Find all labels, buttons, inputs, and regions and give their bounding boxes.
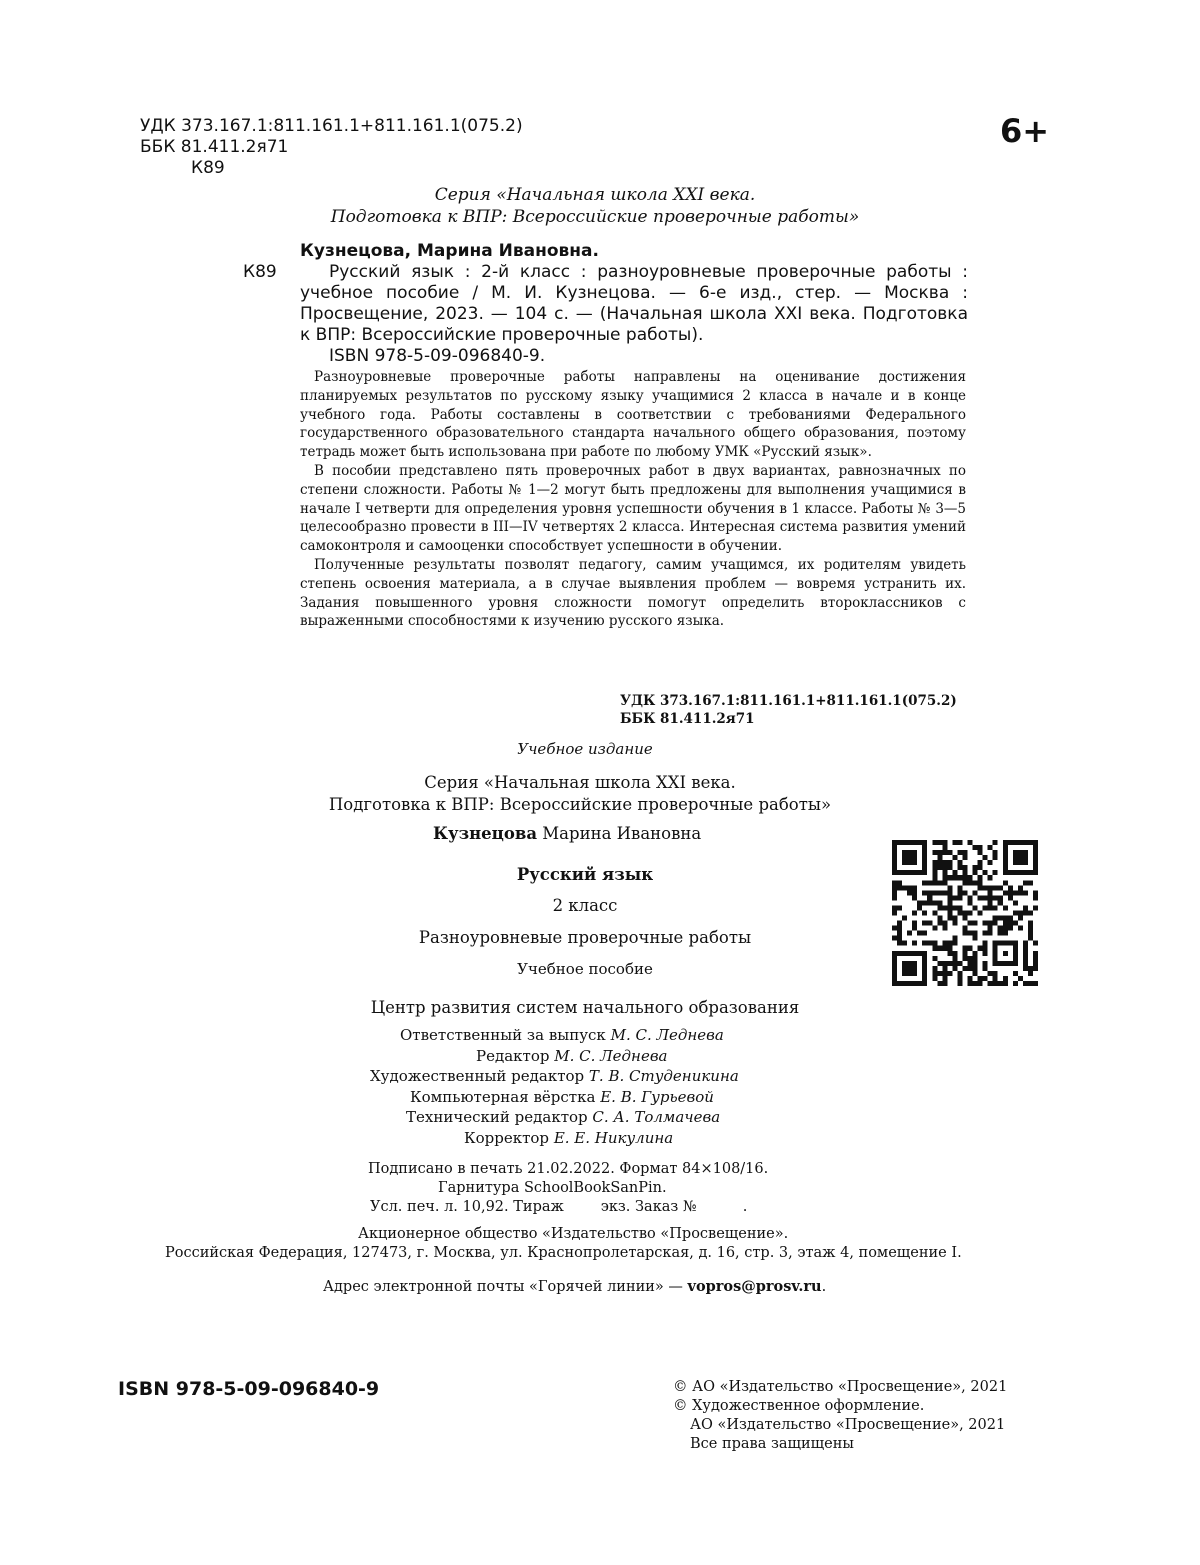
- print-info: Подписано в печать 21.02.2022. Формат 84×108/16. Гарнитура SchoolBookSanPin. Усл. печ. л. 10,92. Тираж экз. Заказ № .: [368, 1161, 769, 1215]
- udk-code-repeat: УДК 373.167.1:811.161.1+811.161.1(075.2): [620, 693, 957, 709]
- annotation: [300, 368, 966, 631]
- series-plain: Серия «Начальная школа XXI века. Подготовка к ВПР: Всероссийские проверочные работы»: [328, 773, 832, 814]
- bbk-code: ББК 81.411.2я71: [140, 137, 289, 157]
- annotation-paragraph: Разноуровневые проверочные работы направлены на оценивание достижения планируемых результатов по русскому языку учащимися 2 класса в начале и в конце учебного года. Работы составлены в соответствии с требованиями Федерального государственного образовательного стандарта начального общего образования, поэтому тетрадь может быть использована при работе по любому УМК «Русский язык».: [300, 369, 966, 461]
- annotation-paragraph: В пособии представлено пять проверочных работ в двух вариантах, равнозначных по степени сложности. Работы № 1—2 могут быть предложены для выполнения учащимися в начале I четверти для определения уровня успешности обучения в 1 классе. Работы № 3—5 целесообразно провести в III—IV четвертях 2 класса. Интересная система развития умений самоконтроля и самооценки способствует успешности в обучении.: [300, 462, 966, 555]
- staff-line: Компьютерная вёрстка Е. В. Гурьевой: [410, 1087, 714, 1106]
- age-rating: 6+: [1000, 112, 1050, 150]
- copyright-block: © АО «Издательство «Просвещение», 2021 © Художественное оформление. АО «Издательство «Просвещение», 2021 Все права защищены: [673, 1379, 1008, 1452]
- book-title: Русский язык: [516, 865, 654, 884]
- staff-line: Редактор М. С. Леднева: [476, 1046, 668, 1065]
- staff-line: Художественный редактор Т. В. Студеникина: [370, 1067, 739, 1085]
- bib-description: Русский язык : 2-й класс : разноуровневые проверочные работы : учебное пособие / М. И. Кузнецова. — 6-е изд., стер. — Москва : Просвещение, 2023. — 104 с. — (Начальная школа XXI века. Подготовка к ВПР: Всероссийские проверочные работы).: [300, 262, 968, 345]
- footer-isbn: ISBN 978-5-09-096840-9: [118, 1378, 380, 1400]
- publisher-name: Акционерное общество «Издательство «Просвещение».: [358, 1226, 789, 1242]
- bib-code: К89: [243, 262, 277, 282]
- bib-author: Кузнецова, Марина Ивановна.: [300, 241, 599, 261]
- book-subtitle: Разноуровневые проверочные работы: [418, 928, 752, 947]
- staff-line: Корректор Е. Е. Никулина: [464, 1128, 674, 1147]
- staff-line: Ответственный за выпуск М. С. Леднева: [400, 1026, 724, 1044]
- publisher-address: Российская Федерация, 127473, г. Москва, ул. Краснопролетарская, д. 16, стр. 3, этаж 4, помещение I.: [165, 1245, 962, 1261]
- series-italic: Серия «Начальная школа XXI века. Подготовка к ВПР: Всероссийские проверочные работы»: [330, 185, 860, 227]
- edition-author: [433, 824, 701, 843]
- hotline-email: Адрес электронной почты «Горячей линии» — vopros@prosv.ru.: [323, 1278, 827, 1295]
- author-name: Марина Ивановна: [542, 824, 702, 843]
- author-mark: К89: [191, 158, 225, 178]
- udk-code: УДК 373.167.1:811.161.1+811.161.1(075.2): [140, 116, 523, 136]
- education-center: Центр развития систем начального образования: [370, 998, 800, 1017]
- staff-line: Технический редактор С. А. Толмачева: [406, 1108, 721, 1126]
- bib-isbn: ISBN 978-5-09-096840-9.: [329, 346, 546, 366]
- edition-kind: Учебное издание: [517, 740, 653, 758]
- staff-list: [300, 1025, 900, 1148]
- annotation-paragraph: Полученные результаты позволят педагогу, самим учащимся, их родителям увидеть степень освоения материала, а в случае выявления проблем — вовремя устранить их. Задания повышенного уровня сложности помогут определить второклассников с выраженными способностями к изучению русского языка.: [300, 556, 966, 630]
- author-surname: Кузнецова: [433, 824, 538, 843]
- book-type: Учебное пособие: [517, 960, 653, 978]
- bbk-code-repeat: ББК 81.411.2я71: [620, 711, 755, 727]
- email-link[interactable]: vopros@prosv.ru: [687, 1278, 822, 1295]
- book-grade: 2 класс: [552, 896, 618, 915]
- qr-code: [892, 840, 1038, 986]
